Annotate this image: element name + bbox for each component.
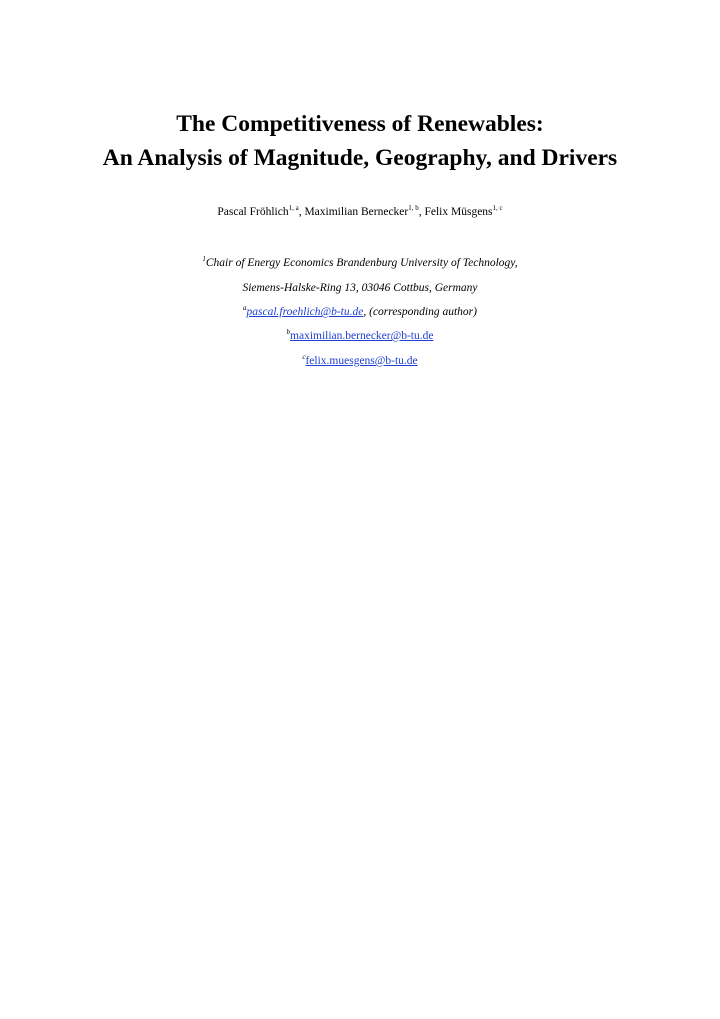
email-marker: c <box>302 353 306 361</box>
author-separator: , <box>298 206 305 218</box>
email-link-pascal[interactable]: pascal.froehlich@b-tu.de <box>246 306 364 318</box>
email-line-b <box>0 328 720 344</box>
paper-title-line-1: The Competitiveness of Renewables: <box>176 111 544 137</box>
email-marker: b <box>286 328 291 336</box>
affiliation-institution: Chair of Energy Economics Brandenburg University of Technology, <box>205 257 518 269</box>
author-list <box>0 204 720 220</box>
author-affiliation-marker: 1, b <box>408 204 419 212</box>
affiliation-marker: 1 <box>202 255 206 263</box>
author-name: Pascal Fröhlich <box>217 206 289 218</box>
email-link-felix[interactable]: felix.muesgens@b-tu.de <box>305 355 418 367</box>
paper-title-line-2: An Analysis of Magnitude, Geography, and Drivers <box>102 145 618 171</box>
author-affiliation-marker: 1, c <box>492 204 503 212</box>
affiliation-line-2: Siemens-Halske-Ring 13, 03046 Cottbus, Germany <box>242 282 478 294</box>
affiliation-line-1 <box>0 255 720 271</box>
email-line-a <box>0 304 720 320</box>
email-line-c <box>0 353 720 369</box>
email-link-maximilian[interactable]: maximilian.bernecker@b-tu.de <box>290 330 434 342</box>
author-separator: , <box>418 206 425 218</box>
author-name: Felix Müsgens <box>424 206 493 218</box>
author-affiliation-marker: 1, a <box>288 204 299 212</box>
author-name: Maximilian Bernecker <box>304 206 409 218</box>
email-marker: a <box>243 304 247 312</box>
corresponding-author-note: , (corresponding author) <box>363 306 477 318</box>
